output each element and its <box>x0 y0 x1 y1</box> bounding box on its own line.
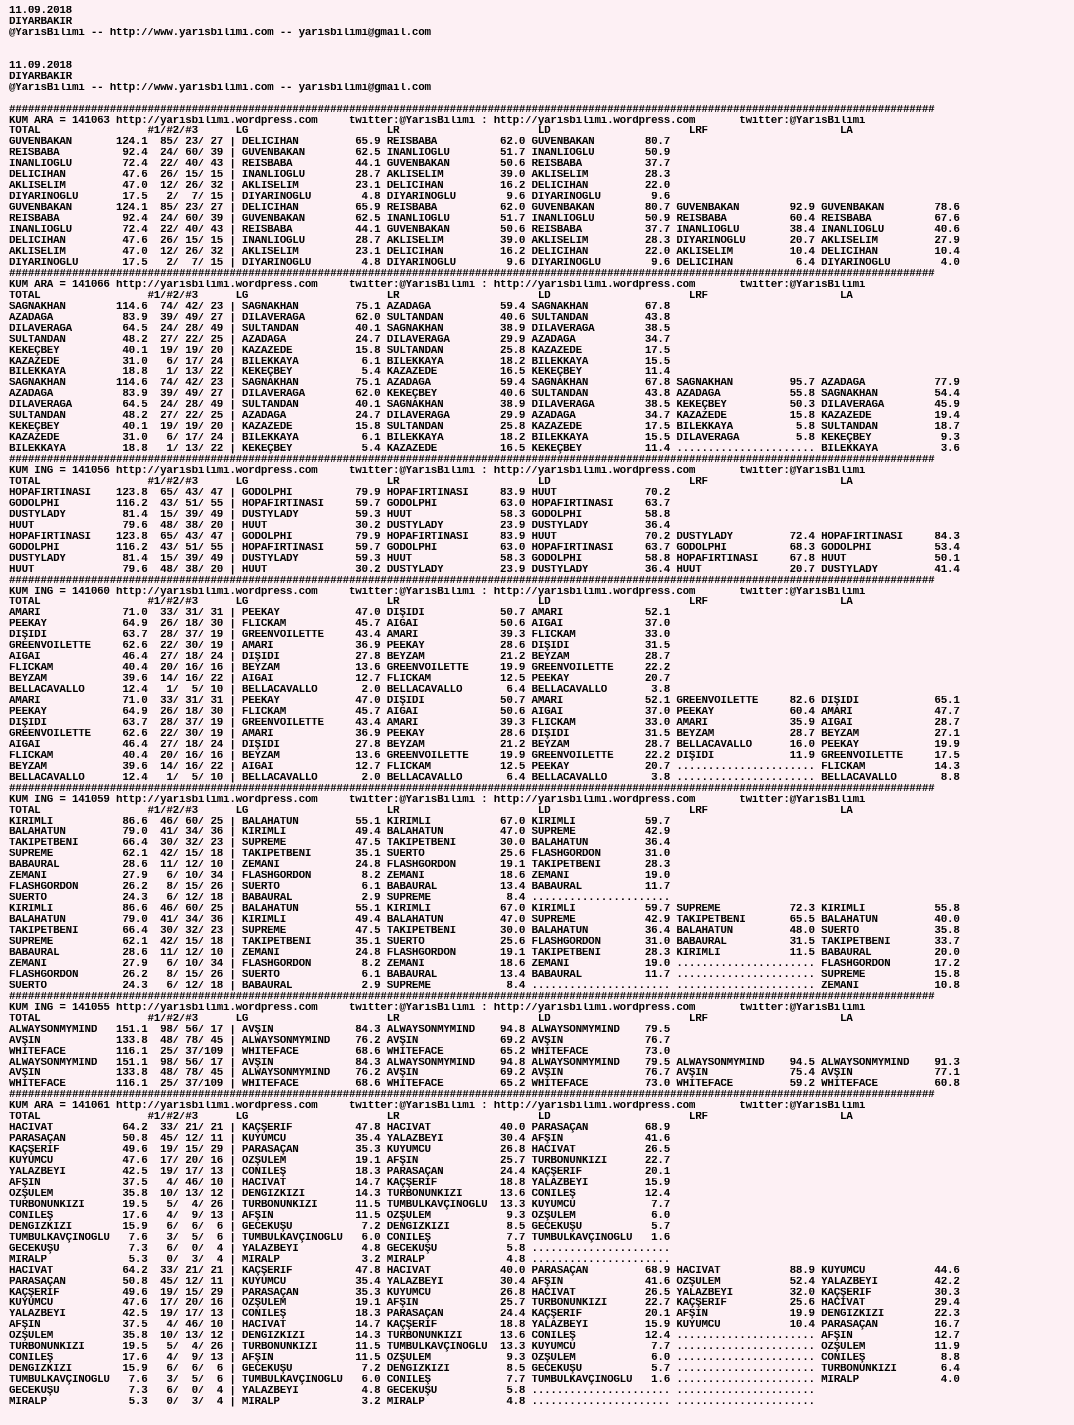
report-line: BELLACAVALLO 12.4 1/ 5/ 10 | BELLACAVALLO 2.0 BELLACAVALLO 6.4 BELLACAVALLO 3.8 <box>9 685 671 697</box>
report-line: @YarisBilimi -- http://www.yarisbilimi.com -- yarisbilimi@gmail.com <box>9 27 431 39</box>
report-line: CONİLEŞ 17.6 4/ 9/ 13 | AFŞİN 11.5 ÖZŞÜLEM 9.3 ÖZŞÜLEM 6.0 ...................... CONİLEŞ 8.8 <box>9 1353 960 1365</box>
report-line: KAÇŞERİF 49.6 19/ 15/ 29 | PARASAÇAN 35.3 KUYUMCU 26.8 HACİVAT 26.5 YALAZBEYİ 32.0 KAÇŞERİF 30.3 <box>9 1287 960 1299</box>
column-header-line: TOTAL #1/#2/#3 LG LR LD LRF LA <box>9 1013 853 1025</box>
report-line: TURBONUNKIZI 19.5 5/ 4/ 26 | TURBONUNKIZI 11.5 TUMBULKAVÇİNOĞLU 13.3 KUYUMCU 7.7 ...................... ÖZŞÜLEM 11.9 <box>9 1342 960 1354</box>
report-line: 11.09.2018 <box>9 6 72 17</box>
report-line: FLASHGORDON 26.2 8/ 15/ 26 | SUERTO 6.1 BABAURAL 13.4 BABAURAL 11.7 <box>9 882 671 894</box>
report-line: ALWAYSONMYMIND 151.1 98/ 56/ 17 | AVŞİN 84.3 ALWAYSONMYMIND 94.8 ALWAYSONMYMIND 79.5 <box>9 1024 671 1036</box>
report-line: MİRALP 5.3 0/ 3/ 4 | MİRALP 3.2 MİRALP 4.8 ...................... <box>9 1254 671 1266</box>
report-line: BİLEKKAYA 18.8 1/ 13/ 22 | KEKEÇBEY 5.4 KAZAZEDE 16.5 KEKEÇBEY 11.4 <box>9 367 671 379</box>
report-line: DİLAVERAĞA 64.5 24/ 28/ 49 | SULTANDAN 40.1 SAĞNAKHAN 38.9 DİLAVERAĞA 38.5 KEKEÇBEY 50.3 DİLAVERAĞA 45.9 <box>9 400 960 412</box>
column-header-line: TOTAL #1/#2/#3 LG LR LD LRF LA <box>9 597 853 609</box>
report-line: KUYUMCU 47.6 17/ 20/ 16 | ÖZŞÜLEM 19.1 AFŞİN 25.7 TURBONUNKIZI 22.7 <box>9 1156 671 1168</box>
column-header-line: TOTAL #1/#2/#3 LG LR LD LRF LA <box>9 290 853 302</box>
report-line: HUUT 79.6 48/ 38/ 20 | HUUT 30.2 DUSTYLADY 23.9 DUSTYLADY 36.4 HUUT 20.7 DUSTYLADY 41.4 <box>9 564 960 576</box>
separator-line: ################################################################################################################################################### <box>9 455 935 467</box>
report-line: GREENVOILETTE 62.6 22/ 30/ 19 | AMARİ 36.9 PEEKAY 28.6 DİŞİDİ 31.5 <box>9 641 671 653</box>
report-line: ZEMANİ 27.9 6/ 10/ 34 | FLASHGORDON 8.2 ZEMANİ 18.6 ZEMANİ 19.0 ...................... FLASHGORDON 17.2 <box>9 958 960 970</box>
separator-line: ################################################################################################################################################### <box>9 991 935 1003</box>
report-line: BALAHATUN 79.0 41/ 34/ 36 | KIRIMLI 49.4 BALAHATUN 47.0 SUPREME 42.9 TAKİPETBENİ 65.5 BALAHATUN 40.0 <box>9 915 960 927</box>
report-line <box>9 50 1069 61</box>
report-line: AFŞİN 37.5 4/ 46/ 10 | HACİVAT 14.7 KAÇŞERİF 18.8 YALAZBEYİ 15.9 KUYUMCU 10.4 PARASAÇAN 16.7 <box>9 1320 960 1332</box>
separator-line: ################################################################################################################################################### <box>9 783 935 795</box>
report-line: AZADAĞA 83.9 39/ 49/ 27 | DİLAVERAĞA 62.0 SULTANDAN 40.6 SULTANDAN 43.8 <box>9 312 671 324</box>
report-line: SAĞNAKHAN 114.6 74/ 42/ 23 | SAĞNAKHAN 75.1 AZADAĞA 59.4 SAĞNAKHAN 67.8 SAĞNAKHAN 95.7 AZADAĞA 77.9 <box>9 378 960 390</box>
report-line: SUERTO 24.3 6/ 12/ 18 | BABAURAL 2.9 SUPREME 8.4 ...................... ...................... ZEMANİ 10.8 <box>9 980 960 992</box>
report-line: PEEKAY 64.9 26/ 18/ 30 | FLICKAM 45.7 AIGAI 50.6 AIGAI 37.0 <box>9 619 671 631</box>
report-line: BEYZAM 39.6 14/ 16/ 22 | AIGAI 12.7 FLICKAM 12.5 PEEKAY 20.7 ...................... FLICKAM 14.3 <box>9 761 960 773</box>
report-line: TURBONUNKIZI 19.5 5/ 4/ 26 | TURBONUNKIZI 11.5 TUMBULKAVÇİNOĞLU 13.3 KUYUMCU 7.7 <box>9 1199 671 1211</box>
report-line: WHİTEFACE 116.1 25/ 37/109 | WHİTEFACE 68.6 WHİTEFACE 65.2 WHİTEFACE 73.0 WHİTEFACE 59.2 WHİTEFACE 60.8 <box>9 1079 960 1091</box>
separator-line: ################################################################################################################################################### <box>9 104 935 116</box>
report-line: KAZAZEDE 31.0 6/ 17/ 24 | BİLEKKAYA 6.1 BİLEKKAYA 18.2 BİLEKKAYA 15.5 <box>9 356 671 368</box>
report-line: SULTANDAN 48.2 27/ 22/ 25 | AZADAĞA 24.7 DİLAVERAĞA 29.9 AZADAĞA 34.7 KAZAZEDE 15.8 KAZAZEDE 19.4 <box>9 411 960 423</box>
report-line: SUPREME 62.1 42/ 15/ 18 | TAKİPETBENİ 35.1 SUERTO 25.6 FLASHGORDON 31.0 BABAURAL 31.5 TAKİPETBENİ 33.7 <box>9 937 960 948</box>
report-line: DUSTYLADY 81.4 15/ 39/ 49 | DUSTYLADY 59.3 HUUT 58.3 GODOLPHI 58.8 HOPAFIRTINASI 67.8 HUUT 50.1 <box>9 553 960 565</box>
report-line: DIYARBAKIR <box>9 71 72 83</box>
report-line: AZADAĞA 83.9 39/ 49/ 27 | DİLAVERAĞA 62.0 KEKEÇBEY 40.6 SULTANDAN 43.8 AZADAĞA 55.8 SAĞNAKHAN 54.4 <box>9 389 960 401</box>
report-line: HUUT 79.6 48/ 38/ 20 | HUUT 30.2 DUSTYLADY 23.9 DUSTYLADY 36.4 <box>9 520 671 532</box>
report-line: GODOLPHI 116.2 43/ 51/ 55 | HOPAFIRTINASI 59.7 GODOLPHI 63.0 HOPAFIRTINASI 63.7 GODOLPHI 68.3 GODOLPHI 53.4 <box>9 542 960 554</box>
report-line: AMARİ 71.0 33/ 31/ 31 | PEEKAY 47.0 DİŞİDİ 50.7 AMARİ 52.1 <box>9 608 671 620</box>
report-line: AVŞİN 133.8 48/ 78/ 45 | ALWAYSONMYMIND 76.2 AVŞİN 69.2 AVŞİN 76.7 AVŞİN 75.4 AVŞİN 77.1 <box>9 1068 960 1080</box>
report-line: KUYUMCU 47.6 17/ 20/ 16 | ÖZŞÜLEM 19.1 AFŞİN 25.7 TURBONUNKIZI 22.7 KAÇŞERİF 25.6 HACİVAT 29.4 <box>9 1298 960 1310</box>
report-line: HACİVAT 64.2 33/ 21/ 21 | KAÇŞERİF 47.8 HACİVAT 40.0 PARASAÇAN 68.9 <box>9 1123 671 1135</box>
report-line: PARASAÇAN 50.8 45/ 12/ 11 | KUYUMCU 35.4 YALAZBEYİ 30.4 AFŞİN 41.6 ÖZŞÜLEM 52.4 YALAZBEYİ 42.2 <box>9 1276 960 1288</box>
report-line: GÜVENBAKAN 124.1 85/ 23/ 27 | DELİCİHAN 65.9 REİSBABA 62.0 GÜVENBAKAN 80.7 <box>9 137 671 149</box>
report-line <box>9 39 1069 50</box>
report-line: DİLAVERAĞA 64.5 24/ 28/ 49 | SULTANDAN 40.1 SAĞNAKHAN 38.9 DİLAVERAĞA 38.5 <box>9 323 671 335</box>
report-line: GODOLPHI 116.2 43/ 51/ 55 | HOPAFIRTINASI 59.7 GODOLPHI 63.0 HOPAFIRTINASI 63.7 <box>9 498 671 510</box>
report-line: FLICKAM 40.4 20/ 16/ 16 | BEYZAM 13.6 GREENVOILETTE 19.9 GREENVOILETTE 22.2 <box>9 663 671 675</box>
report-line: TUMBULKAVÇİNOĞLU 7.6 3/ 5/ 6 | TUMBULKAVÇİNOĞLU 6.0 CONİLEŞ 7.7 TUMBULKAVÇİNOĞLU 1.6 ...................... MİRALP 4.0 <box>9 1375 960 1387</box>
report-line: BİLEKKAYA 18.8 1/ 13/ 22 | KEKEÇBEY 5.4 KAZAZEDE 16.5 KEKEÇBEY 11.4 ...................... BİLEKKAYA 3.6 <box>9 444 960 456</box>
race-header-line: KUM ARA = 141063 http://yarisbilimi.wordpress.com twitter:@YarisBilimi : http://yarisbilimi.wordpress.com twitter:@YarisBilimi <box>9 115 866 127</box>
report-line: DUSTYLADY 81.4 15/ 39/ 49 | DUSTYLADY 59.3 HUUT 58.3 GODOLPHI 58.8 <box>9 509 671 521</box>
report-line: 11.09.2018 <box>9 60 72 72</box>
report-line: @YarisBilimi -- http://www.yarisbilimi.com -- yarisbilimi@gmail.com <box>9 82 431 94</box>
report-line: DENGİZKIZI 15.9 6/ 6/ 6 | GECEKUŞU 7.2 DENGİZKIZI 8.5 GECEKUŞU 5.7 <box>9 1221 671 1233</box>
column-header-line: TOTAL #1/#2/#3 LG LR LD LRF LA <box>9 126 853 138</box>
report-line: MİRALP 5.3 0/ 3/ 4 | MİRALP 3.2 MİRALP 4.8 ...................... ...................... <box>9 1397 815 1408</box>
race-header-line: KUM İNG = 141055 http://yarisbilimi.wordpress.com twitter:@YarisBilimi : http://yarisbilimi.wordpress.com twitter:@YarisBilimi <box>9 1002 866 1014</box>
report-line: AMARİ 71.0 33/ 31/ 31 | PEEKAY 47.0 DİŞİDİ 50.7 AMARİ 52.1 GREENVOILETTE 82.6 DİŞİDİ 65.1 <box>9 696 960 707</box>
report-line: DIYARBAKIR <box>9 16 72 28</box>
report-line: SUERTO 24.3 6/ 12/ 18 | BABAURAL 2.9 SUPREME 8.4 ...................... <box>9 893 671 905</box>
report-line: REİSBABA 92.4 24/ 60/ 39 | GÜVENBAKAN 62.5 İNANLIOGLU 51.7 İNANLIOGLU 50.9 <box>9 148 671 160</box>
report-line: ZEMANİ 27.9 6/ 10/ 34 | FLASHGORDON 8.2 ZEMANİ 18.6 ZEMANİ 19.0 <box>9 871 671 883</box>
report-line: BEYZAM 39.6 14/ 16/ 22 | AIGAI 12.7 FLICKAM 12.5 PEEKAY 20.7 <box>9 674 671 686</box>
report-line: DELİCİHAN 47.6 26/ 15/ 15 | İNANLIOGLU 28.7 AKLISELİM 39.0 AKLISELİM 28.3 <box>9 170 671 182</box>
report-line: TAKİPETBENİ 66.4 30/ 32/ 23 | SUPREME 47.5 TAKİPETBENİ 30.0 BALAHATUN 36.4 <box>9 838 671 850</box>
separator-line: ################################################################################################################################################### <box>9 268 935 280</box>
race-header-line: KUM İNG = 141059 http://yarisbilimi.wordpress.com twitter:@YarisBilimi : http://yarisbilimi.wordpress.com twitter:@YarisBilimi <box>9 794 866 806</box>
report-line: AIGAI 46.4 27/ 18/ 24 | DİŞİDİ 27.8 BEYZAM 21.2 BEYZAM 28.7 BELLACAVALLO 16.0 PEEKAY 19.9 <box>9 739 960 751</box>
report-line: BABAURAL 28.6 11/ 12/ 10 | ZEMANİ 24.8 FLASHGORDON 19.1 TAKİPETBENİ 28.3 KIRIMLI 11.5 BABAURAL 20.0 <box>9 947 960 959</box>
report-line: YALAZBEYİ 42.5 19/ 17/ 13 | CONİLEŞ 18.3 PARASAÇAN 24.4 KAÇŞERİF 20.1 AFŞİN 19.9 DENGİZKIZI 22.3 <box>9 1309 960 1321</box>
report-line: TAKİPETBENİ 66.4 30/ 32/ 23 | SUPREME 47.5 TAKİPETBENİ 30.0 BALAHATUN 36.4 BALAHATUN 48.0 SUERTO 35.8 <box>9 926 960 938</box>
separator-line: ################################################################################################################################################### <box>9 1090 935 1102</box>
report-line: HOPAFIRTINASI 123.8 65/ 43/ 47 | GODOLPHI 79.9 HOPAFIRTINASI 83.9 HUUT 70.2 <box>9 487 671 499</box>
report-line: AKLISELİM 47.0 12/ 26/ 32 | AKLISELİM 23.1 DELİCİHAN 16.2 DELİCİHAN 22.0 AKLISELİM 10.4 DELİCİHAN 10.4 <box>9 246 960 258</box>
race-header-line: KUM İNG = 141060 http://yarisbilimi.wordpress.com twitter:@YarisBilimi : http://yarisbilimi.wordpress.com twitter:@YarisBilimi <box>9 586 866 598</box>
report-line: KEKEÇBEY 40.1 19/ 19/ 20 | KAZAZEDE 15.8 SULTANDAN 25.8 KAZAZEDE 17.5 <box>9 345 671 357</box>
report-line: WHİTEFACE 116.1 25/ 37/109 | WHİTEFACE 68.6 WHİTEFACE 65.2 WHİTEFACE 73.0 <box>9 1046 671 1058</box>
report-line: GECEKUŞU 7.3 6/ 0/ 4 | YALAZBEYİ 4.8 GECEKUŞU 5.8 ...................... <box>9 1243 671 1255</box>
report-line: AIGAI 46.4 27/ 18/ 24 | DİŞİDİ 27.8 BEYZAM 21.2 BEYZAM 28.7 <box>9 652 671 664</box>
report-line: BELLACAVALLO 12.4 1/ 5/ 10 | BELLACAVALLO 2.0 BELLACAVALLO 6.4 BELLACAVALLO 3.8 ...................... BELLACAVALLO 8.8 <box>9 772 960 784</box>
column-header-line: TOTAL #1/#2/#3 LG LR LD LRF LA <box>9 476 853 488</box>
report-line: ALWAYSONMYMIND 151.1 98/ 56/ 17 | AVŞİN 84.3 ALWAYSONMYMIND 94.8 ALWAYSONMYMIND 79.5 ALWAYSONMYMIND 94.5 ALWAYSONMYMIND 91.3 <box>9 1057 960 1069</box>
report-line: GREENVOILETTE 62.6 22/ 30/ 19 | AMARİ 36.9 PEEKAY 28.6 DİŞİDİ 31.5 BEYZAM 28.7 BEYZAM 27.1 <box>9 728 960 740</box>
report-line: KIRIMLI 86.6 46/ 60/ 25 | BALAHATUN 55.1 KIRIMLI 67.0 KIRIMLI 59.7 <box>9 816 671 828</box>
column-header-line: TOTAL #1/#2/#3 LG LR LD LRF LA <box>9 805 853 817</box>
report-line: CONİLEŞ 17.6 4/ 9/ 13 | AFŞİN 11.5 ÖZŞÜLEM 9.3 ÖZŞÜLEM 6.0 <box>9 1210 671 1222</box>
race-header-line: KUM ARA = 141061 http://yarisbilimi.wordpress.com twitter:@YarisBilimi : http://yarisbilimi.wordpress.com twitter:@YarisBilimi <box>9 1101 866 1113</box>
report-line: DİYARINOGLU 17.5 2/ 7/ 15 | DİYARINOGLU 4.8 DİYARINOGLU 9.6 DİYARINOGLU 9.6 DELİCİHAN 6.4 DİYARINOGLU 4.0 <box>9 257 960 269</box>
report-line: İNANLIOGLU 72.4 22/ 40/ 43 | REİSBABA 44.1 GÜVENBAKAN 50.6 REİSBABA 37.7 İNANLIOGLU 38.4 İNANLIOGLU 40.6 <box>9 225 960 237</box>
report-line: GÜVENBAKAN 124.1 85/ 23/ 27 | DELİCİHAN 65.9 REİSBABA 62.0 GÜVENBAKAN 80.7 GÜVENBAKAN 92.9 GÜVENBAKAN 78.6 <box>9 203 960 215</box>
report-line: GECEKUŞU 7.3 6/ 0/ 4 | YALAZBEYİ 4.8 GECEKUŞU 5.8 ...................... ...................... <box>9 1386 815 1398</box>
report-line: DİYARINOGLU 17.5 2/ 7/ 15 | DİYARINOGLU 4.8 DİYARINOGLU 9.6 DİYARINOGLU 9.6 <box>9 192 671 204</box>
report-line: FLASHGORDON 26.2 8/ 15/ 26 | SUERTO 6.1 BABAURAL 13.4 BABAURAL 11.7 ...................... SUPREME 15.8 <box>9 969 960 981</box>
report-line: AKLISELİM 47.0 12/ 26/ 32 | AKLISELİM 23.1 DELİCİHAN 16.2 DELİCİHAN 22.0 <box>9 181 671 193</box>
report-line: DİŞİDİ 63.7 28/ 37/ 19 | GREENVOILETTE 43.4 AMARİ 39.3 FLICKAM 33.0 <box>9 630 671 642</box>
report-line: DİŞİDİ 63.7 28/ 37/ 19 | GREENVOILETTE 43.4 AMARİ 39.3 FLICKAM 33.0 AMARİ 35.9 AIGAI 28.7 <box>9 717 960 729</box>
report-line: DELİCİHAN 47.6 26/ 15/ 15 | İNANLIOGLU 28.7 AKLISELİM 39.0 AKLISELİM 28.3 DİYARINOGLU 20.7 AKLISELİM 27.9 <box>9 236 960 247</box>
report-line: AFŞİN 37.5 4/ 46/ 10 | HACİVAT 14.7 KAÇŞERİF 18.8 YALAZBEYİ 15.9 <box>9 1177 671 1189</box>
report-line: TUMBULKAVÇİNOĞLU 7.6 3/ 5/ 6 | TUMBULKAVÇİNOĞLU 6.0 CONİLEŞ 7.7 TUMBULKAVÇİNOĞLU 1.6 <box>9 1232 671 1244</box>
report-line: ÖZŞÜLEM 35.8 10/ 13/ 12 | DENGİZKIZI 14.3 TURBONUNKIZI 13.6 CONİLEŞ 12.4 ...................... AFŞİN 12.7 <box>9 1331 960 1343</box>
report-line: HOPAFIRTINASI 123.8 65/ 43/ 47 | GODOLPHI 79.9 HOPAFIRTINASI 83.9 HUUT 70.2 DUSTYLADY 72.4 HOPAFIRTINASI 84.3 <box>9 531 960 543</box>
report-line: KAÇŞERİF 49.6 19/ 15/ 29 | PARASAÇAN 35.3 KUYUMCU 26.8 HACİVAT 26.5 <box>9 1145 671 1157</box>
report-line: DENGİZKIZI 15.9 6/ 6/ 6 | GECEKUŞU 7.2 DENGİZKIZI 8.5 GECEKUŞU 5.7 ...................... TURBONUNKIZI 6.4 <box>9 1364 960 1376</box>
report-line: HACİVAT 64.2 33/ 21/ 21 | KAÇŞERİF 47.8 HACİVAT 40.0 PARASAÇAN 68.9 HACİVAT 88.9 KUYUMCU 44.6 <box>9 1265 960 1277</box>
race-report-document <box>9 6 1069 1408</box>
report-line: SULTANDAN 48.2 27/ 22/ 25 | AZADAĞA 24.7 DİLAVERAĞA 29.9 AZADAĞA 34.7 <box>9 334 671 346</box>
report-line: SAĞNAKHAN 114.6 74/ 42/ 23 | SAĞNAKHAN 75.1 AZADAĞA 59.4 SAĞNAKHAN 67.8 <box>9 301 671 313</box>
report-line: REİSBABA 92.4 24/ 60/ 39 | GÜVENBAKAN 62.5 İNANLIOGLU 51.7 İNANLIOGLU 50.9 REİSBABA 60.4 REİSBABA 67.6 <box>9 214 960 226</box>
report-line: KAZAZEDE 31.0 6/ 17/ 24 | BİLEKKAYA 6.1 BİLEKKAYA 18.2 BİLEKKAYA 15.5 DİLAVERAĞA 5.8 KEKEÇBEY 9.3 <box>9 433 960 445</box>
report-line: PEEKAY 64.9 26/ 18/ 30 | FLICKAM 45.7 AIGAI 50.6 AIGAI 37.0 PEEKAY 60.4 AMARİ 47.7 <box>9 707 960 718</box>
report-line: KIRIMLI 86.6 46/ 60/ 25 | BALAHATUN 55.1 KIRIMLI 67.0 KIRIMLI 59.7 SUPREME 72.3 KIRIMLI 55.8 <box>9 904 960 916</box>
report-line: PARASAÇAN 50.8 45/ 12/ 11 | KUYUMCU 35.4 YALAZBEYİ 30.4 AFŞİN 41.6 <box>9 1134 671 1146</box>
report-line: AVŞİN 133.8 48/ 78/ 45 | ALWAYSONMYMIND 76.2 AVŞİN 69.2 AVŞİN 76.7 <box>9 1035 671 1047</box>
report-line: SUPREME 62.1 42/ 15/ 18 | TAKİPETBENİ 35.1 SUERTO 25.6 FLASHGORDON 31.0 <box>9 849 671 861</box>
race-header-line: KUM ARA = 141066 http://yarisbilimi.wordpress.com twitter:@YarisBilimi : http://yarisbilimi.wordpress.com twitter:@YarisBilimi <box>9 279 866 291</box>
column-header-line: TOTAL #1/#2/#3 LG LR LD LRF LA <box>9 1112 853 1124</box>
report-line <box>9 94 1069 105</box>
report-line: İNANLIOGLU 72.4 22/ 40/ 43 | REİSBABA 44.1 GÜVENBAKAN 50.6 REİSBABA 37.7 <box>9 159 671 171</box>
report-line: YALAZBEYİ 42.5 19/ 17/ 13 | CONİLEŞ 18.3 PARASAÇAN 24.4 KAÇŞERİF 20.1 <box>9 1167 671 1178</box>
race-header-line: KUM İNG = 141056 http://yarisbilimi.wordpress.com twitter:@YarisBilimi : http://yarisbilimi.wordpress.com twitter:@YarisBilimi <box>9 466 866 477</box>
separator-line: ################################################################################################################################################### <box>9 575 935 587</box>
report-line: BALAHATUN 79.0 41/ 34/ 36 | KIRIMLI 49.4 BALAHATUN 47.0 SUPREME 42.9 <box>9 827 671 839</box>
report-line: KEKEÇBEY 40.1 19/ 19/ 20 | KAZAZEDE 15.8 SULTANDAN 25.8 KAZAZEDE 17.5 BİLEKKAYA 5.8 SULTANDAN 18.7 <box>9 422 960 434</box>
report-line: FLICKAM 40.4 20/ 16/ 16 | BEYZAM 13.6 GREENVOILETTE 19.9 GREENVOILETTE 22.2 DİŞİDİ 11.9 GREENVOILETTE 17.5 <box>9 750 960 762</box>
report-line: BABAURAL 28.6 11/ 12/ 10 | ZEMANİ 24.8 FLASHGORDON 19.1 TAKİPETBENİ 28.3 <box>9 860 671 872</box>
report-line: ÖZŞÜLEM 35.8 10/ 13/ 12 | DENGİZKIZI 14.3 TURBONUNKIZI 13.6 CONİLEŞ 12.4 <box>9 1188 671 1200</box>
